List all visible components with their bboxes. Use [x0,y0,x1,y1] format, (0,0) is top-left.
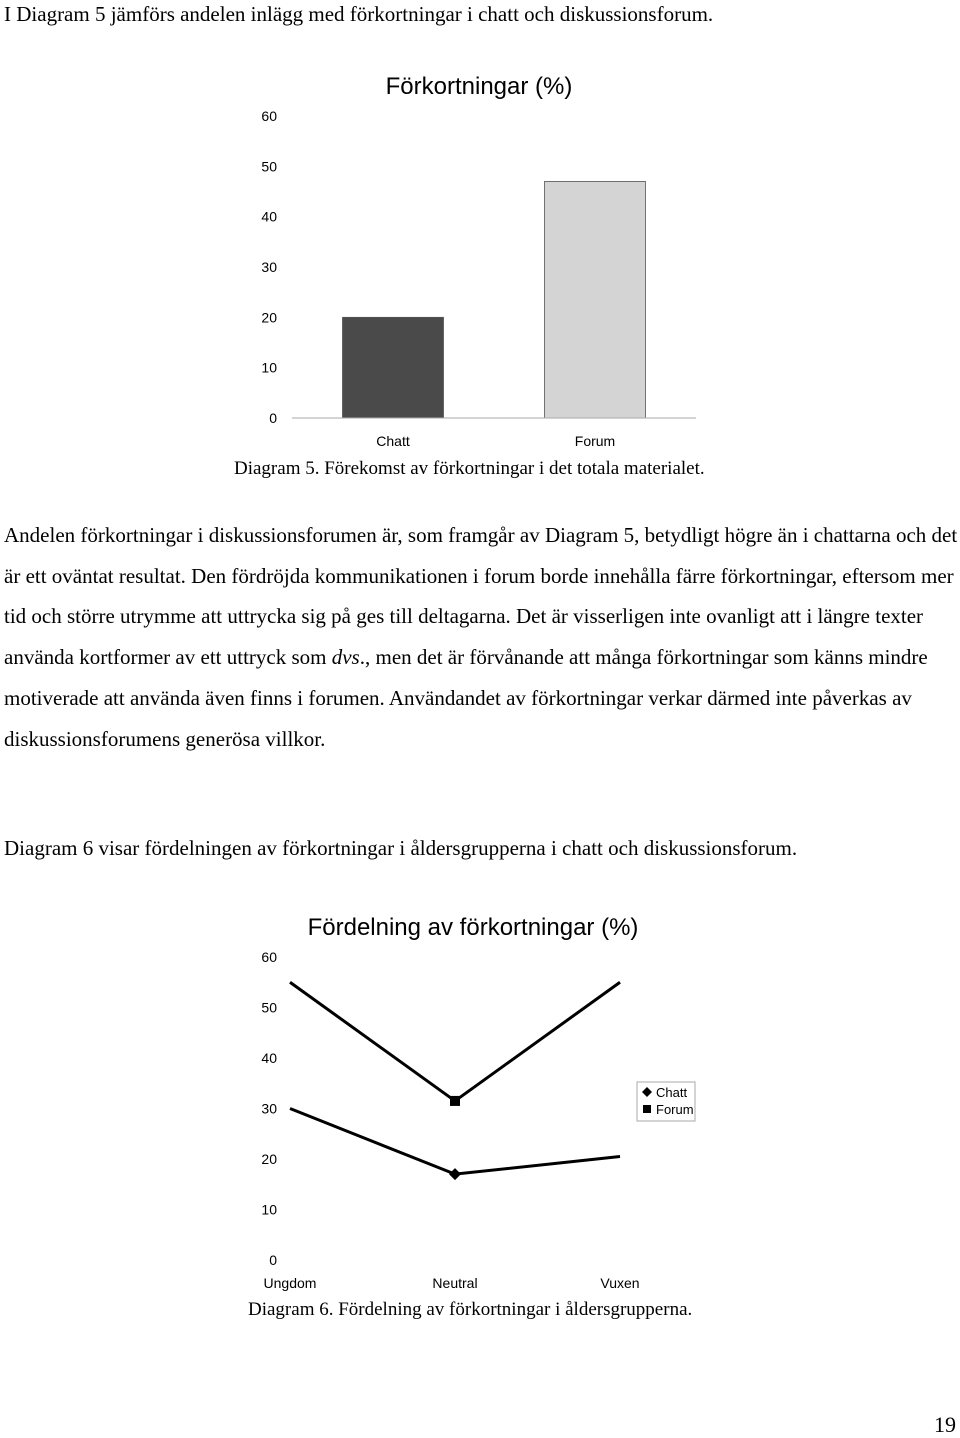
line-chart-y-axis [261,949,277,1268]
x-tick-label: Chatt [376,433,410,449]
x-tick-label: Neutral [432,1275,478,1291]
legend-marker-forum [643,1105,651,1113]
body-paragraph [4,515,959,759]
bar-forum [545,181,646,418]
diagram-6-intro: Diagram 6 visar fördelningen av förkortningar i åldersgrupperna i chatt och diskussionsforum. [4,836,798,860]
legend-label: Chatt [656,1085,688,1100]
legend-label: Forum [656,1102,694,1117]
line-chart-series [290,982,620,1180]
marker-forum [450,1096,460,1106]
y-tick-label: 60 [261,949,277,965]
line-chart-legend [637,1082,695,1121]
series-line-forum [290,982,620,1101]
italic-term: dvs [331,645,360,670]
bar-chatt [343,317,444,418]
y-tick-label: 10 [261,359,277,376]
y-tick-label: 60 [261,108,277,124]
line-chart-x-axis [264,1275,640,1291]
page-number: 19 [934,1412,956,1437]
line-chart-title: Fördelning av förkortningar (%) [307,914,639,941]
y-tick-label: 50 [261,158,277,175]
y-tick-label: 50 [261,999,277,1016]
bar-chart-title: Förkortningar (%) [385,73,573,100]
y-tick-label: 0 [269,1252,277,1268]
y-tick-label: 40 [261,1050,277,1066]
y-tick-label: 20 [261,1151,277,1167]
paragraph-text: Andelen förkortningar i diskussionsforumen är, som framgår av Diagram 5, betydligt högre än i chattarna och det är ett oväntat resultat. Den fördröjda kommunikationen i forum borde innehålla färre förkortningar, eftersom mer tid och större utrymme att uttrycka sig på ges till deltagarna. Det är visserligen inte ovanligt att i längre texter använda kortformer av ett uttryck som [4,523,958,670]
diagram-6-caption: Diagram 6. Fördelning av förkortningar i åldersgrupperna. [248,1299,693,1320]
marker-chatt [449,1168,461,1180]
paragraph-text-continued: ., men det är förvånande att många förkortningar som känns mindre motiverade att använda även finns i forumen. Användandet av förkortningar verkar därmed inte påverkas av diskussionsforumens generösa villkor. [4,645,928,751]
x-tick-label: Forum [574,433,616,449]
y-tick-label: 40 [261,208,277,225]
series-line-chatt [290,1109,620,1175]
x-tick-label: Vuxen [600,1275,640,1291]
bar-chart-y-axis [261,108,277,426]
bar-chart-bars [292,181,696,418]
bar-chart-x-axis [376,433,615,449]
y-tick-label: 10 [261,1201,277,1218]
y-tick-label: 30 [261,259,277,275]
x-tick-label: Ungdom [263,1275,317,1291]
intro-sentence: I Diagram 5 jämförs andelen inlägg med förkortningar i chatt och diskussionsforum. [4,2,714,26]
y-tick-label: 0 [269,410,277,426]
y-tick-label: 30 [261,1100,277,1117]
abbreviation-bar-chart [0,60,960,455]
age-group-line-chart [0,900,960,1295]
y-tick-label: 20 [261,309,277,326]
diagram-5-caption: Diagram 5. Förekomst av förkortningar i det totala materialet. [234,458,705,479]
